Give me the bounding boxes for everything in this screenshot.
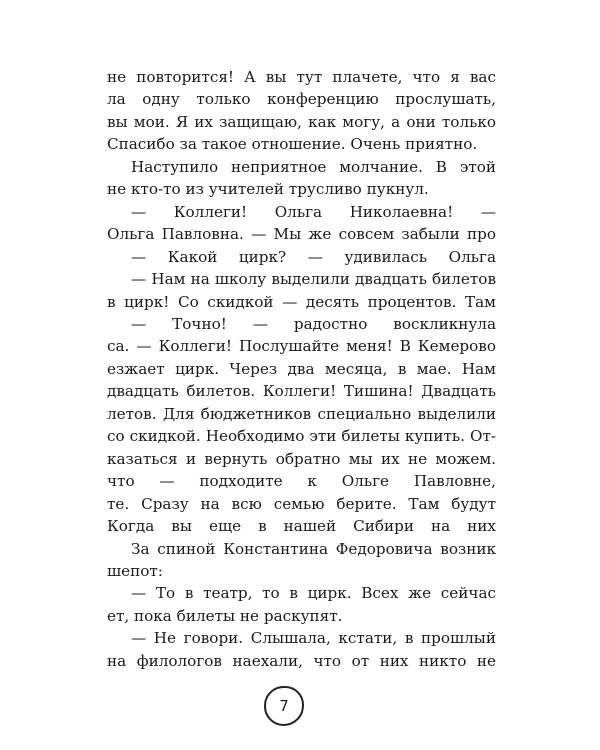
text-line: — Коллеги! Ольга Николаевна! —	[131, 202, 496, 221]
text-line: ет, пока билеты не раскупят.	[107, 606, 343, 625]
text-line: За спиной Константина Федоровича возник	[131, 539, 496, 558]
text-line: Когда вы еще в нашей Сибири на них	[107, 517, 496, 536]
text-line: что — подходите к Ольге Павловне,	[107, 472, 496, 491]
text-line: Наступило неприятное молчание. В этой	[131, 157, 496, 176]
text-line: — Не говори. Слышала, кстати, в прошлый	[131, 629, 496, 648]
text-line: летов. Для бюджетников специально выделили	[107, 404, 496, 423]
text-line: Спасибо за такое отношение. Очень приятно.	[107, 135, 478, 154]
text-line: не кто-то из учителей трусливо пукнул.	[107, 180, 429, 199]
text-line: со скидкой. Необходимо эти билеты купить. От-	[107, 427, 496, 446]
text-line: двадцать билетов. Коллеги! Тишина! Двадцать	[107, 382, 496, 401]
page-number: 7	[264, 686, 304, 726]
text-line: шепот:	[107, 561, 163, 580]
text-line: вы мои. Я их защищаю, как могу, а они только	[107, 112, 496, 131]
text-line: — Точно! — радостно воскликнула	[131, 314, 496, 333]
text-line: ла одну только конференцию прослушать,	[107, 90, 496, 109]
text-line: Ольга Павловна. — Мы же совсем забыли про	[107, 225, 496, 244]
text-line: — Нам на школу выделили двадцать билетов	[131, 270, 496, 289]
text-line: са. — Коллеги! Послушайте меня! В Кемерово	[107, 337, 496, 356]
text-line: не повторится! А вы тут плачете, что я вас	[107, 68, 496, 86]
text-line: — Какой цирк? — удивилась Ольга	[131, 247, 496, 266]
text-line: в цирк! Со скидкой — десять процентов. Там	[107, 292, 496, 311]
text-line: казаться и вернуть обратно мы их не можем.	[107, 449, 496, 468]
body-text	[107, 66, 496, 672]
text-line: езжает цирк. Через два месяца, в мае. Нам	[107, 359, 496, 378]
text-line: на филологов наехали, что от них никто не	[107, 651, 496, 670]
text-line: — То в театр, то в цирк. Всех же сейчас	[131, 584, 496, 603]
text-line: те. Сразу на всю семью берите. Там будут	[107, 494, 496, 513]
